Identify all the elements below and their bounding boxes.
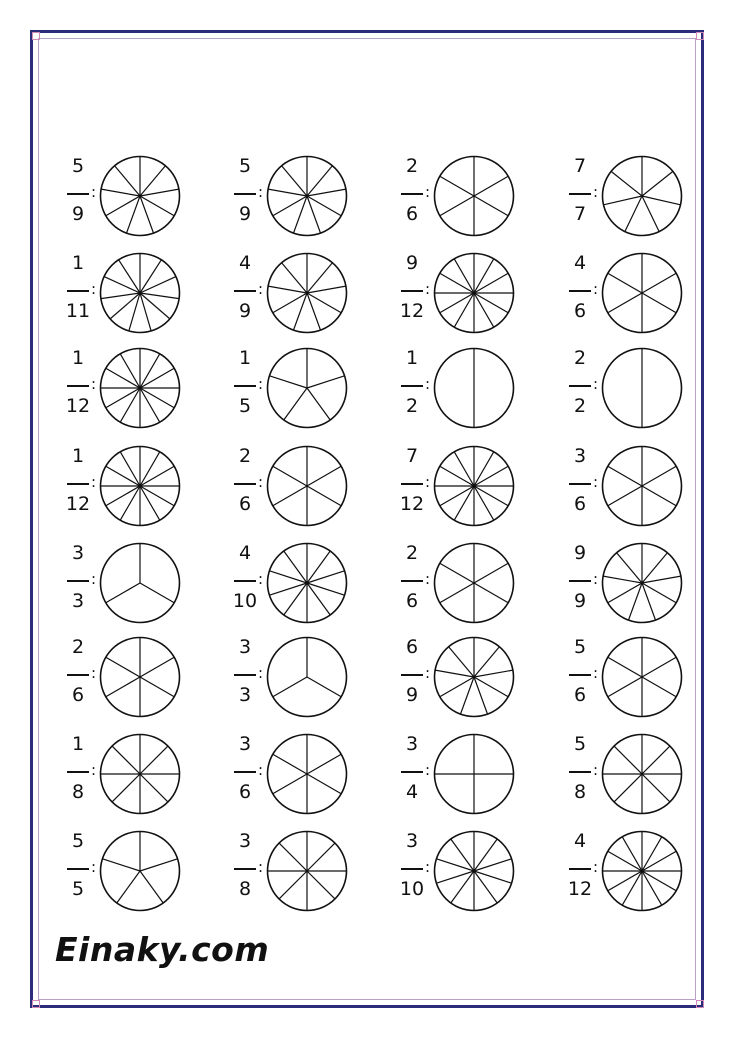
fraction-label (64, 731, 98, 817)
fraction-bar (67, 193, 89, 195)
fraction-label (566, 634, 600, 720)
fraction-label (398, 250, 432, 336)
fraction-numerator: 2 (71, 636, 85, 658)
fraction-label (64, 250, 98, 336)
fraction-label (398, 828, 432, 914)
fraction-numerator: 7 (405, 445, 419, 467)
fraction-numerator: 4 (573, 830, 587, 852)
divided-circle (601, 636, 683, 718)
fraction-bar (234, 483, 256, 485)
fraction-bar (569, 868, 591, 870)
fraction-numerator: 2 (405, 155, 419, 177)
fraction-bar (401, 385, 423, 387)
fraction-denominator: 9 (405, 684, 419, 706)
colon-separator: : (258, 664, 264, 682)
fraction-bar (67, 771, 89, 773)
fraction-label (566, 345, 600, 431)
fraction-numerator: 1 (71, 347, 85, 369)
fraction-label (231, 345, 265, 431)
fraction-item (398, 828, 548, 923)
fraction-item (64, 540, 214, 635)
fraction-item (566, 828, 716, 923)
divided-circle (99, 155, 181, 237)
fraction-denominator: 10 (232, 590, 258, 612)
fraction-label (64, 634, 98, 720)
colon-separator: : (593, 664, 599, 682)
fraction-item (231, 634, 381, 729)
fraction-label (64, 345, 98, 431)
colon-separator: : (425, 761, 431, 779)
fraction-denominator: 6 (573, 300, 587, 322)
fraction-denominator: 12 (65, 395, 91, 417)
divided-circle (433, 733, 515, 815)
fraction-item (64, 250, 214, 345)
colon-separator: : (425, 280, 431, 298)
fraction-label (398, 153, 432, 239)
fraction-label (64, 540, 98, 626)
divided-circle (99, 830, 181, 912)
fraction-numerator: 1 (405, 347, 419, 369)
colon-separator: : (425, 664, 431, 682)
brand-logo-text: Einaky.com (55, 930, 270, 969)
fraction-bar (401, 868, 423, 870)
fraction-item (64, 828, 214, 923)
fraction-label (398, 731, 432, 817)
colon-separator: : (425, 858, 431, 876)
fraction-item (231, 731, 381, 826)
fraction-denominator: 8 (573, 781, 587, 803)
colon-separator: : (593, 570, 599, 588)
fraction-numerator: 1 (71, 445, 85, 467)
fraction-item (231, 250, 381, 345)
divided-circle (99, 733, 181, 815)
divided-circle (99, 542, 181, 624)
fraction-bar (569, 290, 591, 292)
fraction-bar (234, 580, 256, 582)
fraction-numerator: 5 (71, 830, 85, 852)
fraction-numerator: 9 (573, 542, 587, 564)
fraction-item (566, 540, 716, 635)
fraction-numerator: 4 (573, 252, 587, 274)
divided-circle (266, 155, 348, 237)
fraction-numerator: 5 (573, 636, 587, 658)
fraction-label (566, 828, 600, 914)
fraction-item (566, 153, 716, 248)
fraction-denominator: 12 (65, 493, 91, 515)
fraction-bar (67, 580, 89, 582)
colon-separator: : (593, 280, 599, 298)
fraction-label (398, 540, 432, 626)
fraction-label (566, 443, 600, 529)
fraction-numerator: 3 (71, 542, 85, 564)
fraction-denominator: 8 (71, 781, 85, 803)
colon-separator: : (258, 473, 264, 491)
divided-circle (99, 445, 181, 527)
fraction-label (64, 153, 98, 239)
fraction-bar (234, 290, 256, 292)
fraction-label (231, 443, 265, 529)
fraction-numerator: 3 (573, 445, 587, 467)
divided-circle (266, 252, 348, 334)
fraction-numerator: 4 (238, 542, 252, 564)
colon-separator: : (425, 473, 431, 491)
fraction-denominator: 6 (405, 590, 419, 612)
divided-circle (433, 252, 515, 334)
fraction-numerator: 2 (238, 445, 252, 467)
colon-separator: : (258, 375, 264, 393)
fraction-label (231, 540, 265, 626)
fraction-numerator: 4 (238, 252, 252, 274)
fraction-denominator: 8 (238, 878, 252, 900)
divided-circle (99, 347, 181, 429)
colon-separator: : (425, 375, 431, 393)
colon-separator: : (593, 473, 599, 491)
fraction-denominator: 12 (567, 878, 593, 900)
divided-circle (601, 252, 683, 334)
divided-circle (433, 445, 515, 527)
colon-separator: : (593, 858, 599, 876)
fraction-denominator: 12 (399, 493, 425, 515)
fraction-item (231, 540, 381, 635)
fraction-bar (67, 483, 89, 485)
fraction-item (231, 345, 381, 440)
fraction-bar (569, 385, 591, 387)
fraction-denominator: 10 (399, 878, 425, 900)
fraction-item (566, 345, 716, 440)
fraction-numerator: 7 (573, 155, 587, 177)
fraction-bar (401, 580, 423, 582)
divided-circle (601, 155, 683, 237)
fraction-denominator: 5 (71, 878, 85, 900)
fraction-numerator: 6 (405, 636, 419, 658)
fraction-item (398, 731, 548, 826)
fraction-item (398, 153, 548, 248)
fraction-bar (234, 868, 256, 870)
divided-circle (433, 542, 515, 624)
divided-circle (601, 445, 683, 527)
colon-separator: : (91, 570, 97, 588)
divided-circle (601, 830, 683, 912)
fraction-denominator: 6 (573, 493, 587, 515)
fraction-item (64, 731, 214, 826)
fraction-bar (401, 193, 423, 195)
colon-separator: : (91, 858, 97, 876)
fraction-item (398, 443, 548, 538)
fraction-bar (569, 580, 591, 582)
divided-circle (266, 733, 348, 815)
divided-circle (266, 830, 348, 912)
colon-separator: : (258, 570, 264, 588)
fraction-bar (234, 771, 256, 773)
colon-separator: : (91, 375, 97, 393)
divided-circle (433, 347, 515, 429)
fraction-denominator: 6 (238, 493, 252, 515)
fraction-numerator: 5 (573, 733, 587, 755)
fraction-bar (234, 193, 256, 195)
divided-circle (433, 155, 515, 237)
colon-separator: : (91, 280, 97, 298)
fraction-denominator: 3 (71, 590, 85, 612)
divided-circle (99, 636, 181, 718)
fraction-item (566, 443, 716, 538)
fraction-denominator: 4 (405, 781, 419, 803)
divided-circle (266, 542, 348, 624)
divided-circle (99, 252, 181, 334)
fraction-numerator: 9 (405, 252, 419, 274)
colon-separator: : (425, 570, 431, 588)
fraction-denominator: 6 (405, 203, 419, 225)
colon-separator: : (593, 183, 599, 201)
fraction-label (566, 540, 600, 626)
fraction-denominator: 2 (405, 395, 419, 417)
divided-circle (266, 445, 348, 527)
fraction-numerator: 5 (71, 155, 85, 177)
fraction-numerator: 3 (238, 636, 252, 658)
fraction-denominator: 6 (71, 684, 85, 706)
fraction-item (64, 153, 214, 248)
fraction-item (398, 250, 548, 345)
fraction-label (231, 634, 265, 720)
fraction-bar (401, 771, 423, 773)
fraction-numerator: 5 (238, 155, 252, 177)
fraction-item (231, 443, 381, 538)
colon-separator: : (91, 664, 97, 682)
fraction-item (64, 443, 214, 538)
divided-circle (601, 542, 683, 624)
fraction-bar (67, 868, 89, 870)
colon-separator: : (91, 473, 97, 491)
fraction-label (566, 731, 600, 817)
fraction-bar (569, 771, 591, 773)
fraction-item (398, 540, 548, 635)
divided-circle (601, 347, 683, 429)
fraction-label (231, 828, 265, 914)
fraction-label (64, 828, 98, 914)
fraction-numerator: 3 (405, 733, 419, 755)
fraction-denominator: 3 (238, 684, 252, 706)
fraction-label (398, 634, 432, 720)
fraction-numerator: 3 (238, 830, 252, 852)
fraction-denominator: 12 (399, 300, 425, 322)
fraction-bar (569, 193, 591, 195)
fraction-label (64, 443, 98, 529)
fraction-denominator: 6 (573, 684, 587, 706)
fraction-item (566, 634, 716, 729)
fraction-label (398, 345, 432, 431)
fraction-bar (67, 290, 89, 292)
fraction-item (231, 153, 381, 248)
colon-separator: : (593, 375, 599, 393)
fraction-denominator: 6 (238, 781, 252, 803)
divided-circle (433, 830, 515, 912)
fraction-bar (569, 674, 591, 676)
fraction-label (566, 250, 600, 336)
fraction-bar (569, 483, 591, 485)
fraction-bar (401, 290, 423, 292)
fraction-label (231, 250, 265, 336)
divided-circle (601, 733, 683, 815)
fraction-numerator: 2 (405, 542, 419, 564)
fraction-denominator: 9 (238, 300, 252, 322)
fraction-item (231, 828, 381, 923)
divided-circle (433, 636, 515, 718)
fraction-denominator: 5 (238, 395, 252, 417)
fraction-denominator: 7 (573, 203, 587, 225)
colon-separator: : (425, 183, 431, 201)
fraction-item (398, 634, 548, 729)
colon-separator: : (593, 761, 599, 779)
fraction-denominator: 11 (65, 300, 91, 322)
divided-circle (266, 347, 348, 429)
colon-separator: : (258, 280, 264, 298)
colon-separator: : (91, 761, 97, 779)
fraction-item (398, 345, 548, 440)
fraction-item (566, 731, 716, 826)
fraction-denominator: 9 (238, 203, 252, 225)
fraction-numerator: 1 (71, 733, 85, 755)
fraction-numerator: 2 (573, 347, 587, 369)
colon-separator: : (91, 183, 97, 201)
fraction-bar (234, 674, 256, 676)
colon-separator: : (258, 761, 264, 779)
fraction-denominator: 9 (71, 203, 85, 225)
divided-circle (266, 636, 348, 718)
fraction-label (398, 443, 432, 529)
fraction-numerator: 1 (71, 252, 85, 274)
fraction-bar (67, 385, 89, 387)
fraction-bar (401, 483, 423, 485)
fraction-item (64, 345, 214, 440)
fraction-bar (67, 674, 89, 676)
fraction-item (566, 250, 716, 345)
fraction-numerator: 3 (405, 830, 419, 852)
fraction-denominator: 9 (573, 590, 587, 612)
fraction-numerator: 1 (238, 347, 252, 369)
fraction-item (64, 634, 214, 729)
fraction-bar (401, 674, 423, 676)
colon-separator: : (258, 183, 264, 201)
fraction-denominator: 2 (573, 395, 587, 417)
fraction-numerator: 3 (238, 733, 252, 755)
fraction-label (231, 153, 265, 239)
fraction-label (231, 731, 265, 817)
fraction-bar (234, 385, 256, 387)
fraction-label (566, 153, 600, 239)
colon-separator: : (258, 858, 264, 876)
